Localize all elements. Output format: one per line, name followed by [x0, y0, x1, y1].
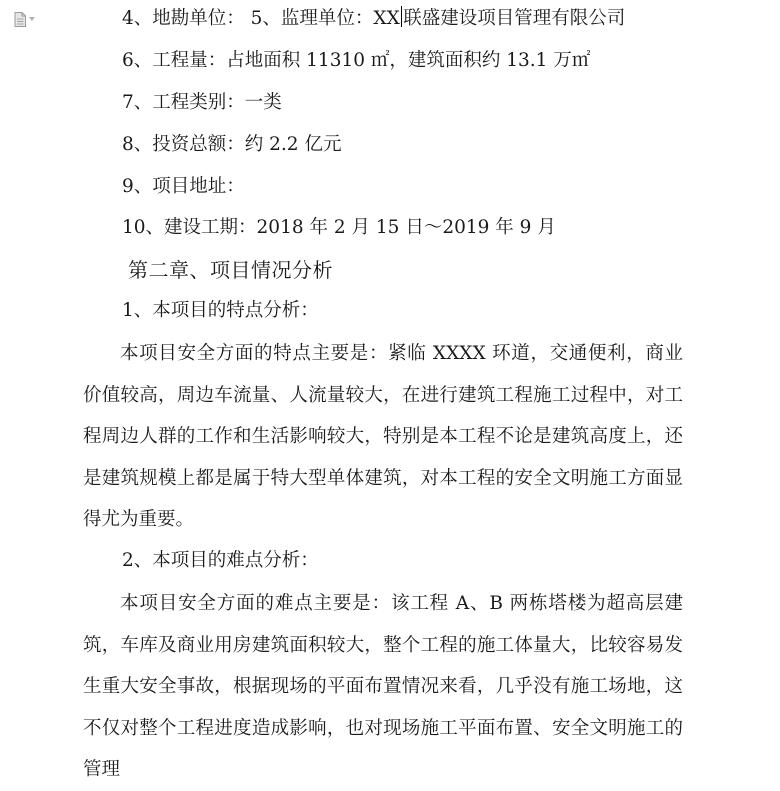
- paragraph-marker[interactable]: [14, 11, 42, 27]
- list-item-text: 4、地勘单位： 5、监理单位：XX: [122, 8, 400, 29]
- chapter-heading: 第二章、项目情况分析: [128, 258, 333, 282]
- dropdown-arrow-icon: [29, 17, 35, 21]
- list-item-category: 7、工程类别：一类: [122, 92, 282, 113]
- list-item-address: 9、项目地址：: [122, 176, 245, 197]
- list-item-schedule: 10、建设工期：2018 年 2 月 15 日～2019 年 9 月: [122, 217, 556, 238]
- paragraph-difficulties: 本项目安全方面的难点主要是：该工程 A、B 两栋塔楼为超高层建筑，车库及商业用房建筑面积较大，整个工程的施工体量大，比较容易发生重大安全事故，根据现场的平面布置情况来看，几乎没有施工场地，这不仅对整个工程进度造成影响，也对现场施工平面布置、安全文明施工的管理: [83, 593, 683, 780]
- list-item-investment: 8、投资总额：约 2.2 亿元: [122, 134, 342, 155]
- paragraph-features: 本项目安全方面的特点主要是：紧临 XXXX 环道，交通便利，商业价值较高，周边车流量、人流量较大，在进行建筑工程施工过程中，对工程周边人群的工作和生活影响较大，特别是本工程不论是建筑高度上，还是建筑规模上都是属于特大型单体建筑，对本工程的安全文明施工方面显得尤为重要。: [83, 343, 683, 530]
- list-item-quantity: 6、工程量：占地面积 11310 ㎡，建筑面积约 13.1 万㎡: [122, 50, 591, 71]
- section-heading-difficulties: 2、本项目的难点分析：: [122, 550, 319, 571]
- list-item-text-continued: 联盛建设项目管理有限公司: [403, 8, 626, 29]
- document-icon: [14, 12, 26, 27]
- list-item-survey-supervision: [122, 6, 625, 31]
- section-heading-features: 1、本项目的特点分析：: [122, 300, 319, 321]
